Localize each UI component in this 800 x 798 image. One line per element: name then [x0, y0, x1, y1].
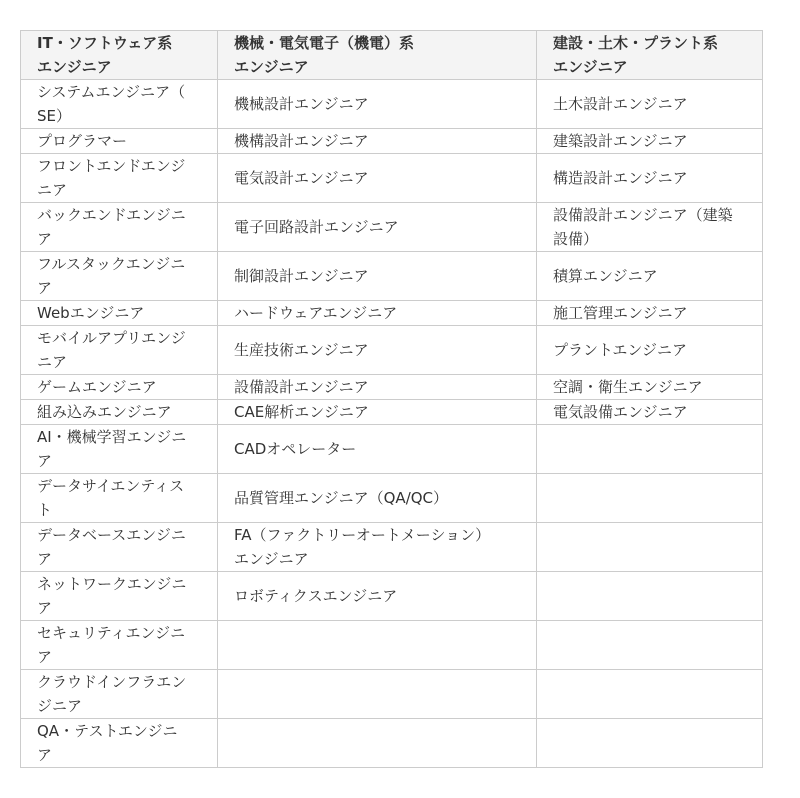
cell-text: 施工管理エンジニア [553, 304, 688, 322]
cell-text: 積算エンジニア [553, 267, 658, 285]
cell-text: 設備設計エンジニア [234, 378, 369, 396]
table-row [21, 252, 763, 301]
table-row [21, 621, 763, 670]
cell-text: ニア [37, 353, 68, 371]
table-cell-construction-plant [537, 523, 763, 572]
table-cell-construction-plant [537, 301, 763, 326]
cell-text: セキュリティエンジニ [37, 624, 186, 642]
cell-text: 組み込みエンジニア [37, 403, 172, 421]
table-cell-it-software [21, 252, 218, 301]
cell-text: ゲームエンジニア [37, 378, 157, 396]
cell-text: 設備設計エンジニア（建築 [553, 206, 733, 224]
table-cell-it-software [21, 670, 218, 719]
table-cell-mechanical-electrical [218, 252, 537, 301]
header-line: 機械・電気電子（機電）系 [234, 34, 415, 52]
cell-text: CAE解析エンジニア [234, 403, 369, 421]
table-cell-mechanical-electrical [218, 572, 537, 621]
header-line: エンジニア [553, 58, 628, 76]
header-line: エンジニア [234, 58, 309, 76]
table-row [21, 474, 763, 523]
cell-text: ト [37, 501, 53, 519]
cell-text: 制御設計エンジニア [234, 267, 369, 285]
table-cell-it-software [21, 523, 218, 572]
table-cell-mechanical-electrical [218, 375, 537, 400]
table-cell-mechanical-electrical [218, 670, 537, 719]
engineer-table-container [20, 30, 762, 768]
table-cell-mechanical-electrical [218, 80, 537, 129]
table-cell-mechanical-electrical [218, 719, 537, 768]
cell-text: 設備） [553, 230, 599, 248]
header-line: IT・ソフトウェア系 [37, 34, 173, 52]
cell-text: ジニア [37, 697, 83, 715]
cell-text: 電気設備エンジニア [553, 403, 688, 421]
cell-text: クラウドインフラエン [37, 673, 187, 691]
table-cell-mechanical-electrical [218, 425, 537, 474]
cell-text: プラントエンジニア [553, 341, 688, 359]
table-cell-construction-plant [537, 425, 763, 474]
cell-text: 構造設計エンジニア [553, 169, 688, 187]
table-cell-construction-plant [537, 326, 763, 375]
cell-text: ネットワークエンジニ [37, 575, 187, 593]
table-row [21, 154, 763, 203]
cell-text: AI・機械学習エンジニ [37, 428, 187, 446]
table-cell-it-software [21, 572, 218, 621]
cell-text: ア [37, 648, 53, 666]
table-cell-construction-plant [537, 572, 763, 621]
table-cell-it-software [21, 129, 218, 154]
table-cell-it-software [21, 80, 218, 129]
table-row [21, 572, 763, 621]
header-construction-plant [537, 31, 763, 80]
table-cell-it-software [21, 375, 218, 400]
cell-text: 生産技術エンジニア [234, 341, 369, 359]
cell-text: 機構設計エンジニア [234, 132, 369, 150]
table-cell-mechanical-electrical [218, 203, 537, 252]
table-cell-construction-plant [537, 252, 763, 301]
cell-text: ア [37, 746, 53, 764]
table-cell-mechanical-electrical [218, 154, 537, 203]
table-cell-mechanical-electrical [218, 301, 537, 326]
table-cell-mechanical-electrical [218, 523, 537, 572]
cell-text: Webエンジニア [37, 304, 145, 322]
cell-text: 電子回路設計エンジニア [234, 218, 399, 236]
cell-text: ア [37, 279, 53, 297]
table-cell-mechanical-electrical [218, 621, 537, 670]
table-cell-it-software [21, 301, 218, 326]
table-cell-mechanical-electrical [218, 129, 537, 154]
cell-text: 建築設計エンジニア [553, 132, 688, 150]
table-cell-construction-plant [537, 154, 763, 203]
table-cell-construction-plant [537, 719, 763, 768]
cell-text: データサイエンティス [37, 477, 185, 495]
cell-text: システムエンジニア（ [37, 83, 186, 101]
cell-text: ア [37, 230, 53, 248]
cell-text: 土木設計エンジニア [553, 95, 688, 113]
table-cell-it-software [21, 425, 218, 474]
header-mechanical-electrical [218, 31, 537, 80]
table-row [21, 129, 763, 154]
table-cell-construction-plant [537, 474, 763, 523]
header-it-software [21, 31, 218, 80]
cell-text: プログラマー [37, 132, 128, 150]
cell-text: QA・テストエンジニ [37, 722, 178, 740]
engineer-category-table [20, 30, 763, 768]
cell-text: 空調・衛生エンジニア [553, 378, 703, 396]
table-body [21, 80, 763, 768]
table-cell-it-software [21, 400, 218, 425]
cell-text: ア [37, 599, 53, 617]
table-cell-it-software [21, 474, 218, 523]
table-cell-it-software [21, 154, 218, 203]
cell-text: SE） [37, 107, 71, 125]
table-row [21, 719, 763, 768]
table-header-row [21, 31, 763, 80]
table-row [21, 400, 763, 425]
table-cell-it-software [21, 203, 218, 252]
header-line: 建設・土木・プラント系 [553, 34, 719, 52]
table-cell-construction-plant [537, 621, 763, 670]
cell-text: FA（ファクトリーオートメーション） [234, 526, 491, 544]
cell-text: ア [37, 452, 53, 470]
cell-text: CADオペレーター [234, 440, 357, 458]
cell-text: バックエンドエンジニ [37, 206, 186, 224]
table-cell-construction-plant [537, 400, 763, 425]
table-cell-it-software [21, 326, 218, 375]
table-cell-mechanical-electrical [218, 326, 537, 375]
cell-text: ニア [37, 181, 68, 199]
cell-text: データベースエンジニ [37, 526, 186, 544]
cell-text: フルスタックエンジニ [37, 255, 186, 273]
table-cell-construction-plant [537, 375, 763, 400]
cell-text: 機械設計エンジニア [234, 95, 369, 113]
cell-text: モバイルアプリエンジ [37, 329, 186, 347]
cell-text: ア [37, 550, 53, 568]
table-row [21, 326, 763, 375]
table-cell-construction-plant [537, 203, 763, 252]
table-cell-mechanical-electrical [218, 400, 537, 425]
cell-text: エンジニア [234, 550, 309, 568]
table-row [21, 80, 763, 129]
table-row [21, 523, 763, 572]
cell-text: ロボティクスエンジニア [234, 587, 398, 605]
table-cell-construction-plant [537, 670, 763, 719]
table-cell-it-software [21, 719, 218, 768]
cell-text: フロントエンドエンジ [37, 157, 186, 175]
table-cell-mechanical-electrical [218, 474, 537, 523]
table-row [21, 425, 763, 474]
table-row [21, 203, 763, 252]
table-cell-construction-plant [537, 80, 763, 129]
cell-text: ハードウェアエンジニア [234, 304, 398, 322]
cell-text: 電気設計エンジニア [234, 169, 369, 187]
table-cell-it-software [21, 621, 218, 670]
table-row [21, 670, 763, 719]
table-row [21, 301, 763, 326]
table-cell-construction-plant [537, 129, 763, 154]
header-line: エンジニア [37, 58, 112, 76]
table-row [21, 375, 763, 400]
cell-text: 品質管理エンジニア（QA/QC） [234, 489, 449, 507]
